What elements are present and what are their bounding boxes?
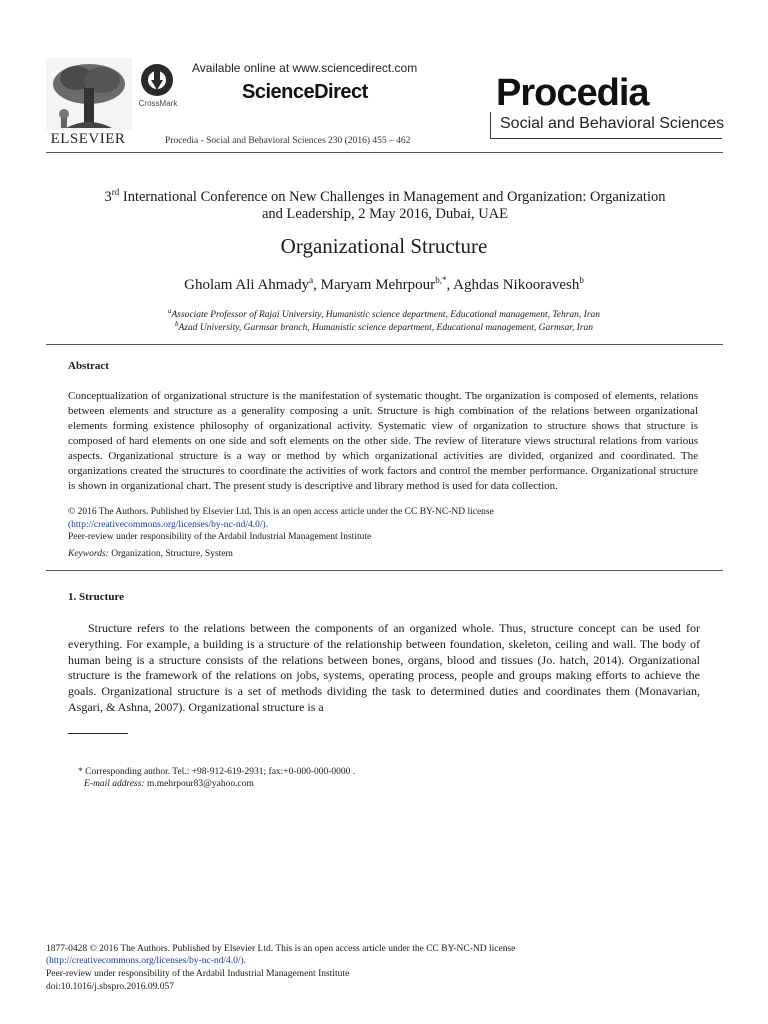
author-affiliation-mark-text: b,: [435, 275, 442, 285]
author-list: [0, 275, 768, 294]
affiliation-text: Azad University, Garmsar branch, Humanistic science department, Educational management, Garmsar, Iran: [178, 323, 594, 334]
procedia-bracket: [490, 112, 491, 139]
footer-license-line: [46, 955, 246, 967]
keywords-label: Keywords:: [68, 549, 109, 559]
affiliation-b: [0, 320, 768, 333]
email-link[interactable]: m.mehrpour83@yahoo.com: [144, 779, 254, 789]
affiliation-a: [0, 307, 768, 320]
author-affiliation-mark: [435, 275, 446, 285]
crossmark-label: CrossMark: [138, 99, 178, 108]
conference-ordinal-suffix: rd: [111, 187, 120, 197]
conference-line-2: and Leadership, 2 May 2016, Dubai, UAE: [261, 205, 509, 222]
procedia-underline: [490, 138, 722, 139]
author-separator: ,: [313, 277, 321, 293]
section-body: Structure refers to the relations between the components of an organized whole. Thus, structure concept can be used for everything. For example, a building is a structure of the relationship between foundation, skeleton, ceiling and wall. The body of human being is a structure consists of the relations between bones, organs, blood and tissues (Jo. hatch, 2014). Organizational structure is the framework of the relations on jobs, systems, operating process, people and groups making efforts to achieve the goals. Organizational structure is a set of methods dividing the task to determined duties and coordinates them (Monavarian, Asgari, & Ashna, 2007). Organizational structure is a: [68, 621, 700, 714]
paper-title: Organizational Structure: [280, 234, 488, 258]
email-note: [84, 779, 254, 789]
abstract-heading: Abstract: [68, 360, 109, 372]
publisher-name: ELSEVIER: [50, 131, 126, 147]
journal-reference: Procedia - Social and Behavioral Sciences 230 (2016) 455 – 462: [165, 136, 411, 146]
sciencedirect-logo[interactable]: ScienceDirect: [242, 81, 368, 103]
author-affiliation-mark: b: [579, 275, 584, 285]
footer-doi[interactable]: doi:10.1016/j.sbspro.2016.09.057: [46, 982, 174, 992]
affiliation-mark: a: [167, 307, 172, 315]
author-name: Gholam Ali Ahmady: [184, 277, 310, 293]
available-online-text: Available online at www.sciencedirect.com: [192, 61, 418, 75]
author-name: Aghdas Nikooravesh: [453, 277, 580, 293]
abstract-license-line: [68, 519, 708, 531]
author-name: Maryam Mehrpour: [320, 277, 436, 293]
abstract-bottom-divider: [46, 570, 723, 571]
procedia-logo: Procedia: [496, 72, 649, 114]
corresponding-author-note: * Corresponding author. Tel.: +98-912-619-2931; fax:+0-000-000-0000 .: [78, 767, 356, 777]
affiliation-text: Associate Professor of Rajai University, Humanistic science department, Educational management, Tehran, Iran: [171, 310, 601, 321]
author-separator: ,: [446, 277, 454, 293]
abstract-body: Conceptualization of organizational structure is the manifestation of systematic thought. The organization is composed of elements, relations between elements and structure as a generality composing a unit. Structure is high combination of the relations between organizational elements forming existence philosophy of organizational activity. Systematic view of organization to structure shows that structure is composed of hard elements on one side and soft elements on the other side. The review of literature views structural relations from various aspects. Organizational structure is a way or method by which organizational activities are divided, organized and coordinated. The organizations created the structures to coordinate the activities of work factors and control the member performance. Organizational structure is shown in organizational chart. The present study is descriptive and library method is used for data collection.: [68, 390, 698, 492]
footer-issn: 1877-0428 © 2016 The Authors. Published by Elsevier Ltd. This is an open access article under the CC BY-NC-ND license: [46, 944, 516, 954]
keywords-line: [68, 548, 708, 560]
email-label: E-mail address:: [84, 779, 145, 789]
corresponding-author-link[interactable]: *: [441, 275, 447, 285]
author-affiliation-mark: a: [309, 275, 314, 285]
section-heading: 1. Structure: [68, 591, 125, 603]
abstract-copyright: © 2016 The Authors. Published by Elsevier Ltd. This is an open access article under the CC BY-NC-ND license: [68, 507, 494, 517]
footer-license-link[interactable]: (http://creativecommons.org/licenses/by-nc-nd/4.0/).: [46, 956, 247, 966]
abstract-peer-review: Peer-review under responsibility of the Ardabil Industrial Management Institute: [68, 532, 372, 542]
keywords-values: Organization, Structure, System: [108, 549, 233, 559]
abstract-top-divider: [46, 344, 723, 345]
footnote-divider: [68, 733, 128, 734]
conference-title: [60, 184, 710, 223]
conference-line-1: International Conference on New Challenges in Management and Organization: Organization: [119, 188, 666, 205]
header-divider: [46, 152, 723, 153]
affiliation-mark: b: [174, 320, 179, 328]
conference-ordinal: 3: [104, 188, 112, 205]
footer-peer-review: Peer-review under responsibility of the Ardabil Industrial Management Institute: [46, 969, 350, 979]
procedia-subtitle: Social and Behavioral Sciences: [500, 115, 725, 132]
license-link[interactable]: (http://creativecommons.org/licenses/by-nc-nd/4.0/).: [68, 520, 269, 530]
